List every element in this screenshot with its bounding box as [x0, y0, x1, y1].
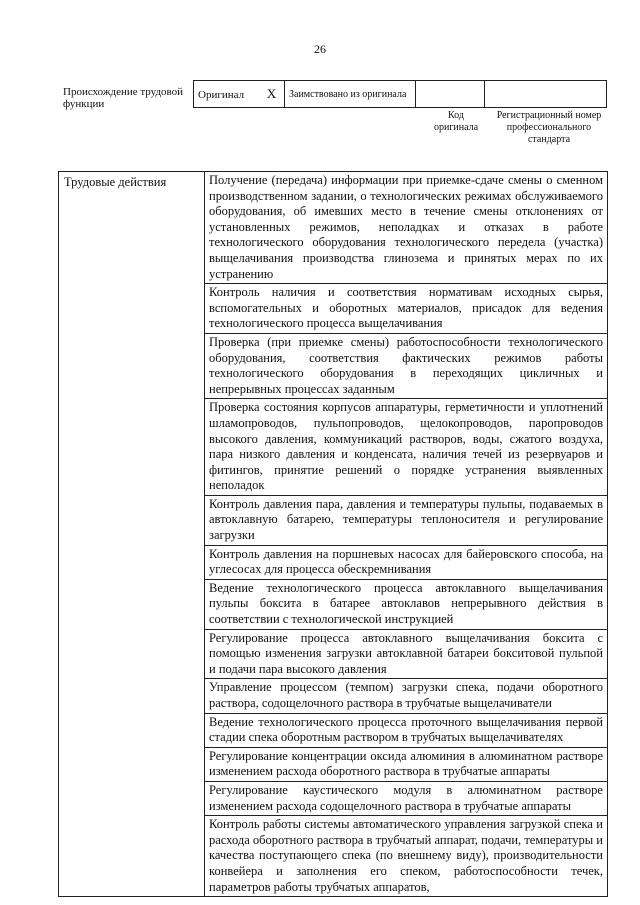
original-code-cell	[416, 81, 485, 108]
action-item: Проверка (при приемке смены) работоспособности технологического оборудования, соответствия фактических режимов работы технологического оборудования в переходящих цикличных и непрерывных процессах заданным	[205, 334, 607, 399]
action-item: Контроль наличия и соответствия нормативам исходных сырья, вспомогательных и оборотных материалов, присадок для ведения технологического процесса выщелачивания	[205, 284, 607, 334]
origin-label: Происхождение трудовой функции	[63, 86, 184, 110]
labor-actions-cell	[205, 172, 608, 897]
action-item: Регулирование процесса автоклавного выщелачивания боксита с помощью изменения загрузки автоклавной батареи бокситовой пульпой и подачи пара высокого давления	[205, 630, 607, 680]
registration-caption: Регистрационный номер профессионального стандарта	[496, 110, 602, 145]
code-caption: Код оригинала	[433, 110, 479, 133]
origin-table	[193, 80, 607, 108]
action-item: Регулирование концентрации оксида алюминия в алюминатном растворе изменением расхода оборотного раствора в трубчатые аппараты	[205, 748, 607, 782]
page-number: 26	[314, 42, 326, 56]
action-item: Регулирование каустического модуля в алюминатном растворе изменением расхода содощелочного раствора в трубчатые аппараты	[205, 782, 607, 816]
labor-actions-label: Трудовые действия	[59, 172, 205, 897]
original-mark: X	[266, 86, 277, 101]
action-item: Проверка состояния корпусов аппаратуры, герметичности и уплотнений шламопроводов, пульпопроводов, щелокопроводов, паропроводов высокого давления, коммуникаций растворов, воды, сжатого воздуха, пара низкого давления и конденсата, наличия течей из резервуаров и фитингов, принятие решений о порядке устранения выявленных неполадок	[205, 399, 607, 496]
registration-number-cell	[485, 81, 607, 108]
labor-actions-table	[58, 171, 608, 897]
action-item: Контроль давления пара, давления и температуры пульпы, подаваемых в автоклавную батарею, температуры теплоносителя и регулирование загрузки	[205, 496, 607, 546]
borrowed-cell: Заимствовано из оригинала	[285, 81, 416, 108]
original-cell	[194, 81, 285, 108]
original-label: Оригинал	[198, 89, 245, 101]
action-item: Получение (передача) информации при приемке-сдаче смены о сменном производственном задании, о технологических режимах обслуживаемого оборудования, об имевших место в течение смены отклонениях от установленных режимов, неполадках и отказах в работе технологического оборудования технологического передела (участка) выщелачивания производства глинозема и принятых мерах по их устранению	[205, 172, 607, 284]
action-item: Ведение технологического процесса автоклавного выщелачивания пульпы боксита в батарее автоклавов непрерывного действия в соответствии с технологической инструкцией	[205, 580, 607, 630]
action-item: Ведение технологического процесса проточного выщелачивания первой стадии спека оборотным раствором в трубчатых выщелачивателях	[205, 714, 607, 748]
action-item: Контроль давления на поршневых насосах для байеровского способа, на углесосах для процесса обескремнивания	[205, 546, 607, 580]
action-item: Управление процессом (темпом) загрузки спека, подачи оборотного раствора, содощелочного раствора в трубчатые выщелачиватели	[205, 679, 607, 713]
action-item: Контроль работы системы автоматического управления загрузкой спека и расхода оборотного раствора в трубчатый аппарат, подачи, температуры и качества поступающего спека (по внешнему виду), производительности конвейера и заполнения его спеком, работоспособности течек, параметров работы трубчатых аппаратов,	[209, 817, 603, 894]
